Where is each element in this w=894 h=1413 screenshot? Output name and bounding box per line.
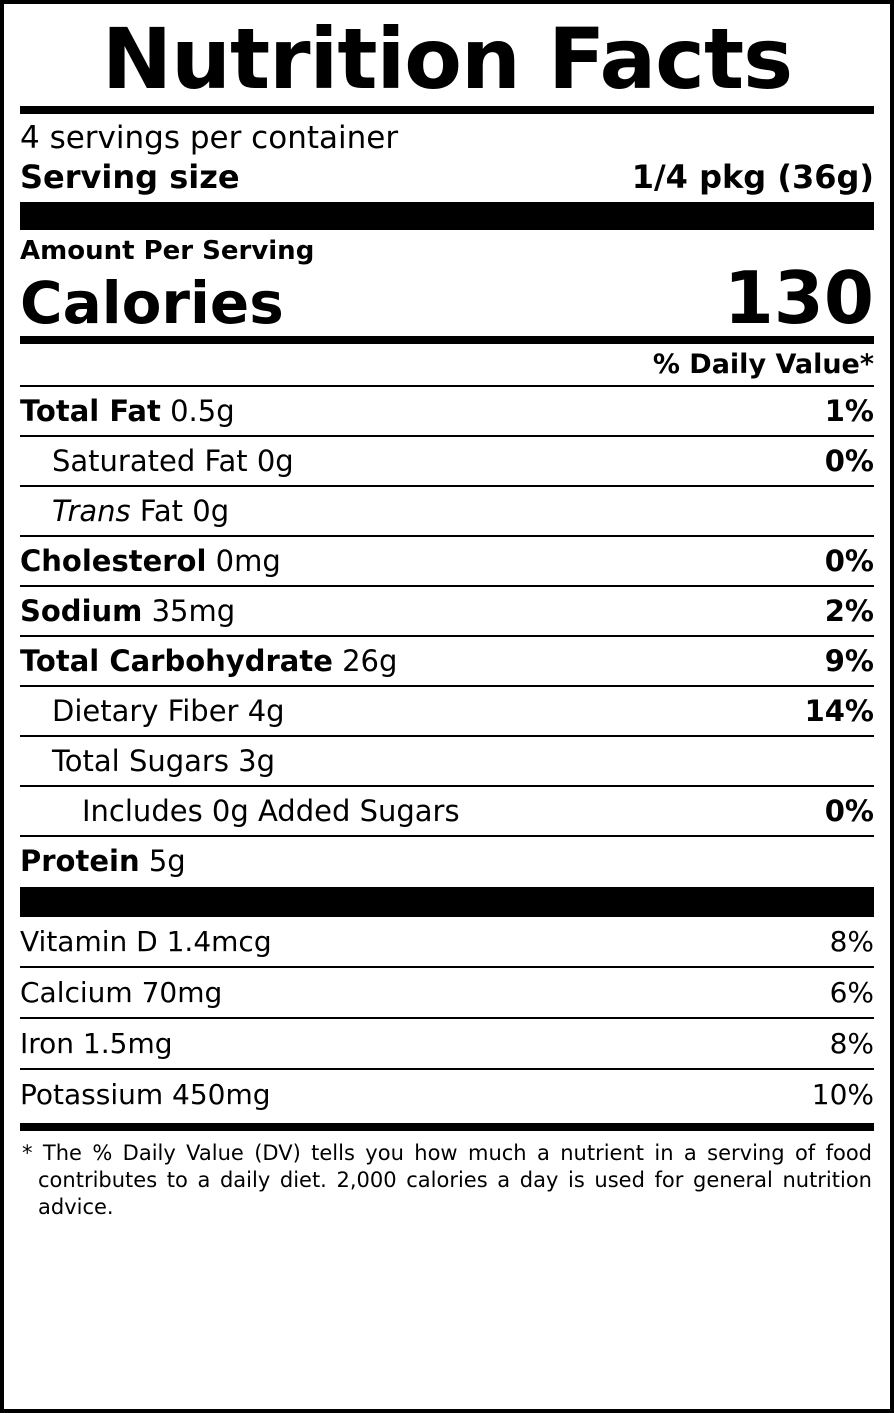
- nutrient-row-dietary-fiber: [20, 685, 874, 735]
- nutrient-pct-cholesterol: 0%: [824, 544, 874, 579]
- nutrient-amount-cholesterol: 0mg: [215, 544, 281, 579]
- nutrient-amount-sodium: 35mg: [151, 594, 236, 629]
- daily-value-footnote: [20, 1131, 874, 1221]
- nutrient-name-added-sugars: Includes 0g Added Sugars: [82, 794, 460, 829]
- nutrient-bold-cholesterol: Cholesterol: [20, 544, 207, 579]
- amount-per-serving-label: Amount Per Serving: [20, 236, 315, 267]
- nutrient-pct-saturated-fat: 0%: [824, 444, 874, 479]
- nutrient-pct-sodium: 2%: [824, 594, 874, 629]
- nutrient-bold-sodium: Sodium: [20, 594, 143, 629]
- nutrient-name-total-fat: [20, 394, 235, 428]
- nutrient-amount-total-fat: 0.5g: [170, 394, 235, 429]
- calories-value: 130: [723, 256, 874, 341]
- nutrient-row-total-carbohydrate: [20, 635, 874, 685]
- vitamin-pct-potassium: 10%: [811, 1078, 874, 1112]
- nutrient-bold-total-fat: Total Fat: [20, 394, 161, 429]
- serving-size-label: Serving size: [20, 158, 240, 197]
- divider-thick-bottom: [20, 887, 874, 915]
- nutrient-name-total-sugars: Total Sugars 3g: [52, 744, 276, 779]
- nutrient-name-protein: [20, 844, 186, 878]
- vitamin-row-iron: [20, 1017, 874, 1068]
- page-title: Nutrition Facts: [101, 10, 793, 108]
- nutrient-row-saturated-fat: [20, 435, 874, 485]
- nutrient-row-added-sugars: [20, 785, 874, 835]
- nutrient-name-cholesterol: [20, 544, 281, 578]
- servings-per-container: 4 servings per container: [20, 120, 399, 157]
- vitamin-name-vitamin-d: Vitamin D 1.4mcg: [20, 925, 272, 959]
- vitamin-row-vitamin-d: [20, 915, 874, 966]
- nutrient-pct-dietary-fiber: 14%: [804, 694, 874, 729]
- nutrient-rest-trans-fat: Fat 0g: [130, 494, 230, 529]
- nutrient-pct-added-sugars: 0%: [824, 794, 874, 829]
- nutrient-row-total-sugars: [20, 735, 874, 785]
- nutrient-italic-trans: Trans: [52, 494, 131, 529]
- calories-row: [20, 256, 874, 341]
- serving-size-row: [20, 158, 874, 196]
- nutrient-pct-total-carbohydrate: 9%: [824, 644, 874, 679]
- nutrient-bold-total-carbohydrate: Total Carbohydrate: [20, 644, 333, 679]
- daily-value-footnote-text: * The % Daily Value (DV) tells you how much a nutrient in a serving of food contributes to a daily diet. 2,000 calories a day is used for general nutrition advice.: [22, 1141, 872, 1220]
- vitamin-name-calcium: Calcium 70mg: [20, 976, 223, 1010]
- nutrient-name-dietary-fiber: Dietary Fiber 4g: [52, 694, 285, 729]
- nutrient-row-protein: [20, 835, 874, 885]
- daily-value-header: % Daily Value*: [652, 349, 874, 381]
- vitamin-pct-vitamin-d: 8%: [829, 925, 874, 959]
- nutrient-pct-total-fat: 1%: [824, 394, 874, 429]
- calories-label: Calories: [20, 269, 284, 338]
- nutrient-row-trans-fat: [20, 485, 874, 535]
- footnote-section: [20, 1123, 874, 1221]
- vitamin-name-potassium: Potassium 450mg: [20, 1078, 271, 1112]
- nutrient-amount-total-carbohydrate: 26g: [342, 644, 398, 679]
- nutrient-row-total-fat: [20, 385, 874, 435]
- nutrient-row-cholesterol: [20, 535, 874, 585]
- nutrient-name-total-carbohydrate: [20, 644, 397, 678]
- nutrient-name-trans-fat: [20, 494, 229, 528]
- nutrient-amount-protein: 5g: [148, 844, 186, 879]
- nutrient-row-sodium: [20, 585, 874, 635]
- nutrient-name-sodium: [20, 594, 235, 628]
- nutrient-bold-protein: Protein: [20, 844, 140, 879]
- vitamin-pct-iron: 8%: [829, 1027, 874, 1061]
- divider-thick-top: [20, 202, 874, 230]
- nutrient-name-saturated-fat: Saturated Fat 0g: [52, 444, 294, 479]
- serving-size-value: 1/4 pkg (36g): [631, 158, 874, 197]
- vitamin-row-calcium: [20, 966, 874, 1017]
- vitamin-row-potassium: [20, 1068, 874, 1119]
- vitamin-name-iron: Iron 1.5mg: [20, 1027, 173, 1061]
- vitamin-pct-calcium: 6%: [829, 976, 874, 1010]
